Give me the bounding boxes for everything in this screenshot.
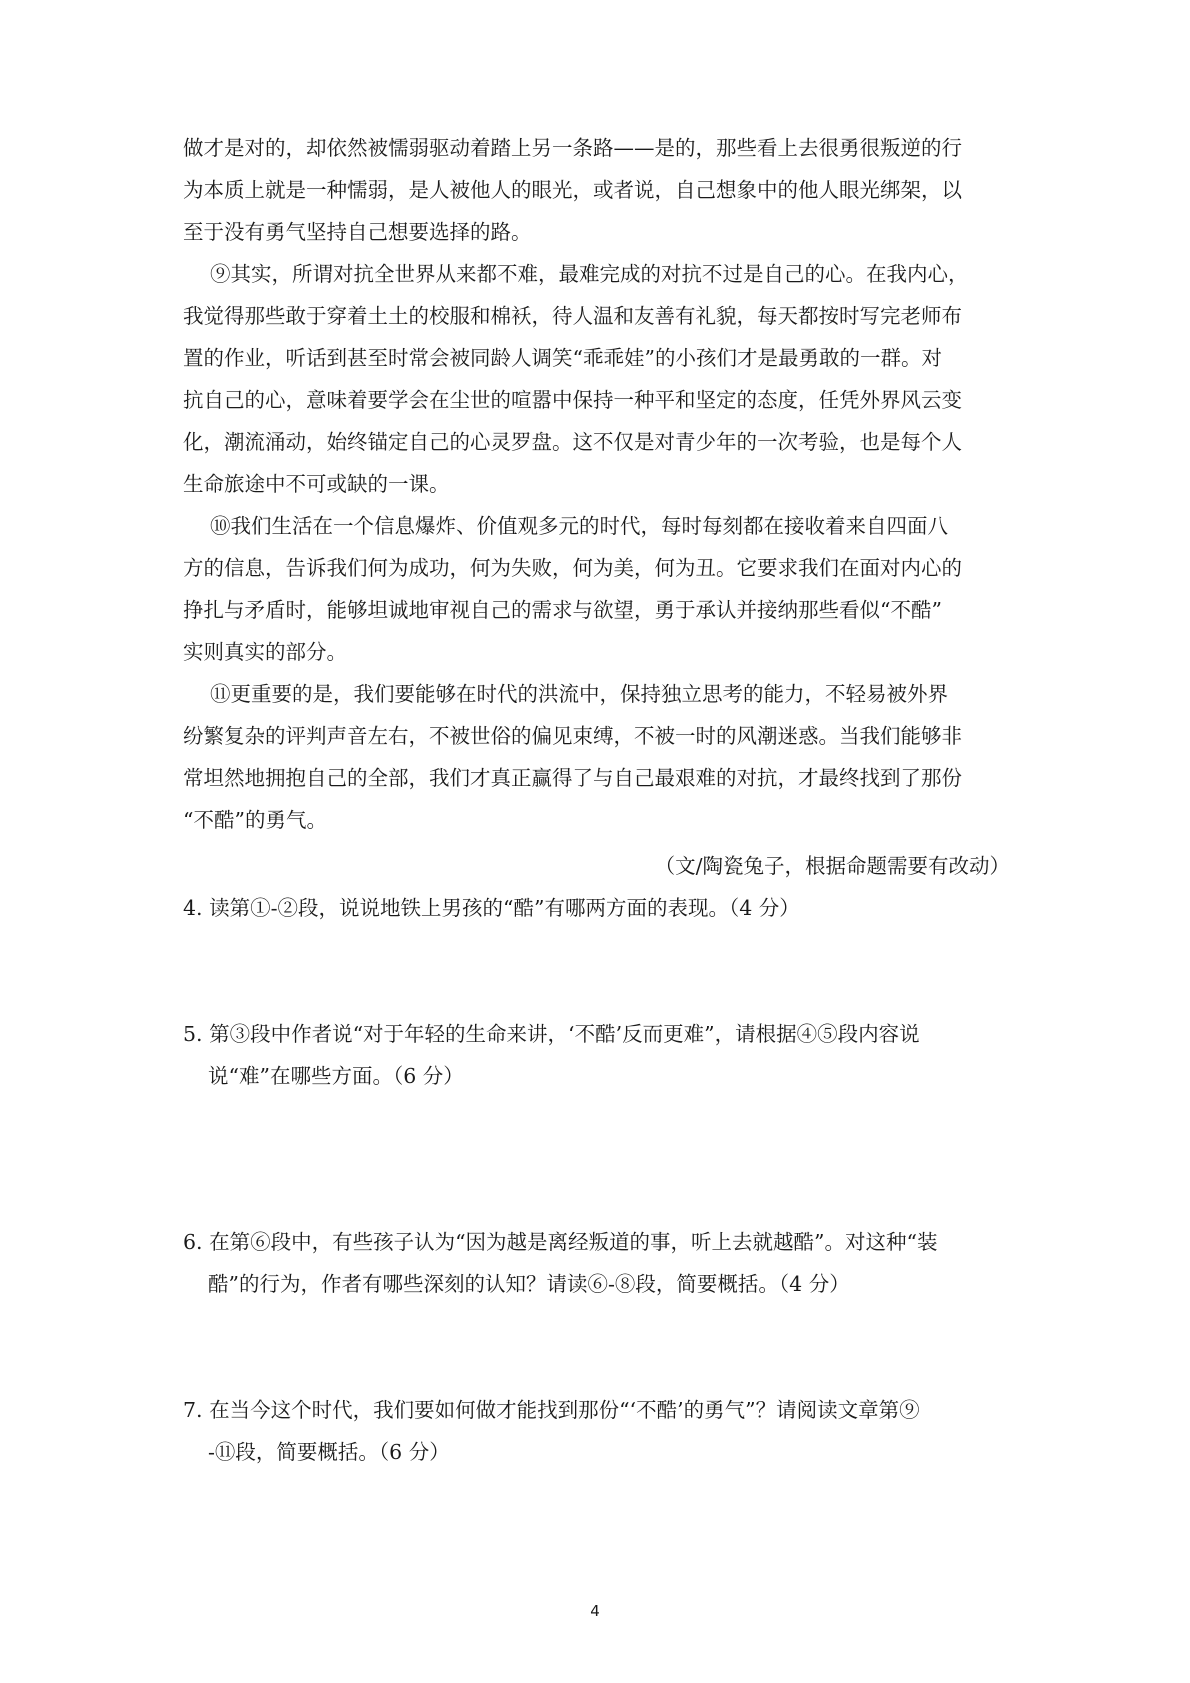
question-text: -⑪段，简要概括。（6 分） (208, 1440, 450, 1464)
paragraph-10-start: ⑩我们生活在一个信息爆炸、价值观多元的时代，每时每刻都在接收着来自四面八 (210, 514, 948, 538)
passage-line: 化，潮流涌动，始终锚定自己的心灵罗盘。这不仅是对青少年的一次考验，也是每个人 (183, 430, 962, 454)
page-number: 4 (590, 1602, 600, 1620)
passage-line: 常坦然地拥抱自己的全部，我们才真正赢得了与自己最艰难的对抗，才最终找到了那份 (183, 766, 962, 790)
passage-line: 为本质上就是一种懦弱，是人被他人的眼光，或者说，自己想象中的他人眼光绑架，以 (183, 178, 962, 202)
passage-line: 方的信息，告诉我们何为成功，何为失败，何为美，何为丑。它要求我们在面对内心的 (183, 556, 962, 580)
passage-line: 实则真实的部分。 (183, 640, 347, 664)
passage-line: 置的作业，听话到甚至时常会被同龄人调笑“乖乖娃”的小孩们才是最勇敢的一群。对 (183, 346, 942, 370)
paragraph-11-start: ⑪更重要的是，我们要能够在时代的洪流中，保持独立思考的能力，不轻易被外界 (210, 682, 948, 706)
paragraph-9-start: ⑨其实，所谓对抗全世界从来都不难，最难完成的对抗不过是自己的心。在我内心， (210, 262, 969, 286)
passage-line: 做才是对的，却依然被懦弱驱动着踏上另一条路——是的，那些看上去很勇很叛逆的行 (183, 136, 962, 160)
question-text: 7. 在当今这个时代，我们要如何做才能找到那份“‘不酷’的勇气”？请阅读文章第⑨ (183, 1398, 920, 1422)
passage-line: 我觉得那些敢于穿着土土的校服和棉袄，待人温和友善有礼貌，每天都按时写完老师布 (183, 304, 962, 328)
question-text: 说“难”在哪些方面。（6 分） (208, 1064, 464, 1088)
question-text: 4. 读第①-②段，说说地铁上男孩的“酷”有哪两方面的表现。（4 分） (183, 896, 800, 920)
passage-line: 抗自己的心，意味着要学会在尘世的喧嚣中保持一种平和坚定的态度，任凭外界风云变 (183, 388, 962, 412)
passage-line: 挣扎与矛盾时，能够坦诚地审视自己的需求与欲望，勇于承认并接纳那些看似“不酷” (183, 598, 942, 622)
passage-line: 生命旅途中不可或缺的一课。 (183, 472, 450, 496)
passage-line: 至于没有勇气坚持自己想要选择的路。 (183, 220, 532, 244)
question-text: 5. 第③段中作者说“对于年轻的生命来讲，‘不酷’反而更难”，请根据④⑤段内容说 (183, 1022, 920, 1046)
question-text: 酷”的行为，作者有哪些深刻的认知？请读⑥-⑧段，简要概括。（4 分） (208, 1272, 850, 1296)
passage-line: 纷繁复杂的评判声音左右，不被世俗的偏见束缚，不被一时的风潮迷惑。当我们能够非 (183, 724, 962, 748)
passage-line: “不酷”的勇气。 (183, 808, 327, 832)
question-text: 6. 在第⑥段中，有些孩子认为“因为越是离经叛道的事，听上去就越酷”。对这种“装 (183, 1230, 938, 1254)
source-attribution: （文/陶瓷兔子，根据命题需要有改动） (654, 854, 1010, 878)
